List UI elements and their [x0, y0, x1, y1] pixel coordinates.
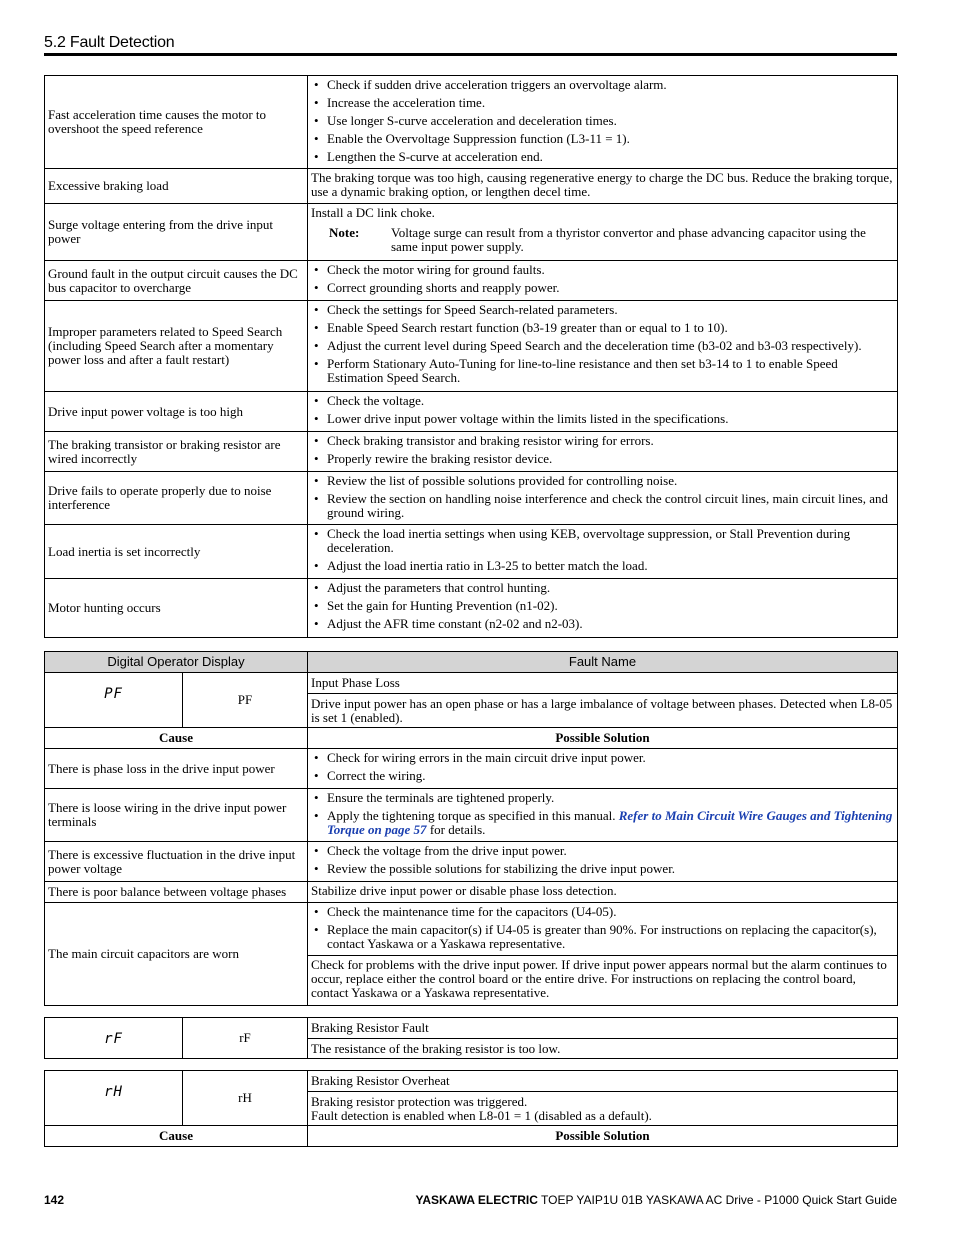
table-row: [45, 1071, 898, 1092]
list-item: • Review the section on handling noise interference and check the control circuit lines, main circuit lines, and ground wiring.: [311, 492, 894, 520]
list-item: • Correct grounding shorts and reapply power.: [311, 281, 894, 295]
fault-code: rF: [183, 1018, 308, 1059]
cause-cell: The main circuit capacitors are worn: [45, 903, 308, 1006]
cause-cell: There is poor balance between voltage phases: [45, 882, 308, 903]
list-item: • Enable Speed Search restart function (b3-19 greater than or equal to 1 to 10).: [311, 321, 894, 335]
table-row: [45, 472, 898, 525]
fault-name: Braking Resistor Overheat: [308, 1071, 898, 1092]
list-item: • Adjust the load inertia ratio in L3-25 to better match the load.: [311, 559, 894, 573]
footer-doc-title: TOEP YAIP1U 01B YASKAWA AC Drive - P1000 Quick Start Guide: [541, 1193, 897, 1207]
section-title: 5.2 Fault Detection: [44, 34, 175, 51]
list-item: • Review the possible solutions for stabilizing the drive input power.: [311, 862, 894, 876]
solution-text: for details.: [426, 822, 486, 837]
rh-fault-table: [44, 1070, 898, 1147]
fault-code: rH: [183, 1071, 308, 1126]
solution-cell: [308, 789, 898, 842]
list-item: • Properly rewire the braking resistor device.: [311, 452, 894, 466]
cause-cell: There is loose wiring in the drive input power terminals: [45, 789, 308, 842]
table-row: [45, 261, 898, 301]
cause-cell: The braking transistor or braking resistor are wired incorrectly: [45, 432, 308, 472]
column-header-fault-name: Fault Name: [308, 652, 898, 673]
list-item: • Perform Stationary Auto-Tuning for line-to-line resistance and then set b3-14 to 1 to enable Speed Estimation Speed Search.: [311, 357, 894, 385]
footer-doc-info: [415, 1193, 897, 1207]
list-item: • Correct the wiring.: [311, 769, 894, 783]
table-row: [45, 169, 898, 204]
table-row: [45, 432, 898, 472]
table-row: [45, 842, 898, 882]
solution-cell: [308, 432, 898, 472]
fault-code: PF: [183, 673, 308, 728]
list-item: • Adjust the AFR time constant (n2-02 and n2-03).: [311, 617, 894, 631]
solution-cell: [308, 842, 898, 882]
list-item: • Set the gain for Hunting Prevention (n1-02).: [311, 599, 894, 613]
list-item: • Use longer S-curve acceleration and deceleration times.: [311, 114, 894, 128]
cause-cell: Surge voltage entering from the drive input power: [45, 204, 308, 261]
list-item: [311, 809, 894, 837]
header-rule: [44, 53, 897, 56]
list-item: • Enable the Overvoltage Suppression function (L3-11 = 1).: [311, 132, 894, 146]
list-item: • Check the load inertia settings when using KEB, overvoltage suppression, or Stall Prevention during deceleration.: [311, 527, 894, 555]
table-row: [45, 673, 898, 694]
footer-brand: YASKAWA ELECTRIC: [415, 1193, 538, 1207]
cause-cell: Improper parameters related to Speed Search (including Speed Search after a momentary power loss and after a fault restart): [45, 301, 308, 392]
list-item: • Check if sudden drive acceleration triggers an overvoltage alarm.: [311, 78, 894, 92]
solution-cell: [308, 525, 898, 579]
solution-cell: [308, 749, 898, 789]
cause-cell: Drive input power voltage is too high: [45, 392, 308, 432]
solution-cell: Check for problems with the drive input power. If drive input power appears normal but the alarm continues to occur, replace either the control board or the entire drive. For instructions on replacing the control board, contact Yaskawa or a Yaskawa representative.: [308, 956, 898, 1006]
table-row: [45, 392, 898, 432]
pf-fault-table: [44, 651, 898, 1006]
table-header-row: [45, 1126, 898, 1147]
table-row: [45, 204, 898, 261]
fault-description: Drive input power has an open phase or has a large imbalance of voltage between phases. Detected when L8-05 is set 1 (enabled).: [308, 694, 898, 728]
list-item: • Adjust the parameters that control hunting.: [311, 581, 894, 595]
solution-cell: [308, 903, 898, 956]
list-item: • Check the settings for Speed Search-related parameters.: [311, 303, 894, 317]
fault-description: The resistance of the braking resistor is too low.: [308, 1039, 898, 1059]
cause-cell: Excessive braking load: [45, 169, 308, 204]
solution-cell: Stabilize drive input power or disable phase loss detection.: [308, 882, 898, 903]
list-item: • Check the maintenance time for the capacitors (U4-05).: [311, 905, 894, 919]
note-label: Note:: [329, 225, 360, 240]
table-header-row: [45, 728, 898, 749]
solution-text: Apply the tightening torque as specified in this manual.: [327, 808, 619, 823]
solution-cell: [308, 392, 898, 432]
list-item: • Check for wiring errors in the main circuit drive input power.: [311, 751, 894, 765]
fault-description: [308, 1092, 898, 1126]
table-row: [45, 1018, 898, 1039]
solution-text: Install a DC link choke.: [311, 205, 435, 220]
solution-cell: [308, 579, 898, 638]
cause-header: Cause: [45, 1126, 308, 1147]
note-text: Voltage surge can result from a thyristor convertor and phase advancing capacitor using the same input power supply.: [391, 225, 866, 254]
lcd-display-rf: rF: [45, 1018, 183, 1059]
description-line: Braking resistor protection was triggered.: [311, 1093, 528, 1109]
reference-link[interactable]: Refer to Main Circuit Wire Gauges and Tightening Torque on page 57: [327, 808, 893, 837]
list-item: • Replace the main capacitor(s) if U4-05 is greater than 90%. For instructions on replacing the capacitor(s), contact Yaskawa or a Yaskawa representative.: [311, 923, 894, 951]
table-row: [45, 76, 898, 169]
list-item: • Review the list of possible solutions provided for controlling noise.: [311, 474, 894, 488]
rf-fault-table: [44, 1017, 898, 1059]
cause-cell: Ground fault in the output circuit causes the DC bus capacitor to overcharge: [45, 261, 308, 301]
lcd-display-rh: rH: [45, 1071, 183, 1126]
solution-cell: [308, 204, 898, 261]
table-row: [45, 882, 898, 903]
cause-header: Cause: [45, 728, 308, 749]
list-item: • Increase the acceleration time.: [311, 96, 894, 110]
note: [311, 226, 894, 254]
solution-header: Possible Solution: [308, 1126, 898, 1147]
table-row: [45, 525, 898, 579]
table-header-row: [45, 652, 898, 673]
description-line: Fault detection is enabled when L8-01 = 1 (disabled as a default).: [311, 1107, 652, 1123]
overvoltage-causes-table: [44, 75, 898, 638]
cause-cell: Load inertia is set incorrectly: [45, 525, 308, 579]
lcd-display-pf: PF: [45, 673, 183, 728]
list-item: • Check the voltage.: [311, 394, 894, 408]
list-item: • Check braking transistor and braking resistor wiring for errors.: [311, 434, 894, 448]
solution-cell: [308, 472, 898, 525]
table-row: [45, 301, 898, 392]
table-row: [45, 903, 898, 956]
table-row: [45, 579, 898, 638]
fault-name: Input Phase Loss: [308, 673, 898, 694]
cause-cell: Drive fails to operate properly due to noise interference: [45, 472, 308, 525]
fault-name: Braking Resistor Fault: [308, 1018, 898, 1039]
column-header-display: Digital Operator Display: [45, 652, 308, 673]
solution-cell: [308, 261, 898, 301]
list-item: • Check the voltage from the drive input power.: [311, 844, 894, 858]
solution-cell: [308, 301, 898, 392]
page-number: 142: [44, 1193, 65, 1207]
list-item: • Lengthen the S-curve at acceleration end.: [311, 150, 894, 164]
page-header: [44, 34, 897, 52]
table-row: [45, 749, 898, 789]
solution-cell: [308, 76, 898, 169]
list-item: • Check the motor wiring for ground faults.: [311, 263, 894, 277]
list-item: • Lower drive input power voltage within the limits listed in the specifications.: [311, 412, 894, 426]
cause-cell: Fast acceleration time causes the motor to overshoot the speed reference: [45, 76, 308, 169]
list-item: • Ensure the terminals are tightened properly.: [311, 791, 894, 805]
list-item: • Adjust the current level during Speed Search and the deceleration time (b3-02 and b3-03 respectively).: [311, 339, 894, 353]
cause-cell: There is phase loss in the drive input power: [45, 749, 308, 789]
table-row: [45, 789, 898, 842]
solution-header: Possible Solution: [308, 728, 898, 749]
cause-cell: Motor hunting occurs: [45, 579, 308, 638]
solution-cell: The braking torque was too high, causing regenerative energy to charge the DC bus. Reduce the braking torque, use a dynamic braking option, or lengthen decel time.: [308, 169, 898, 204]
cause-cell: There is excessive fluctuation in the drive input power voltage: [45, 842, 308, 882]
